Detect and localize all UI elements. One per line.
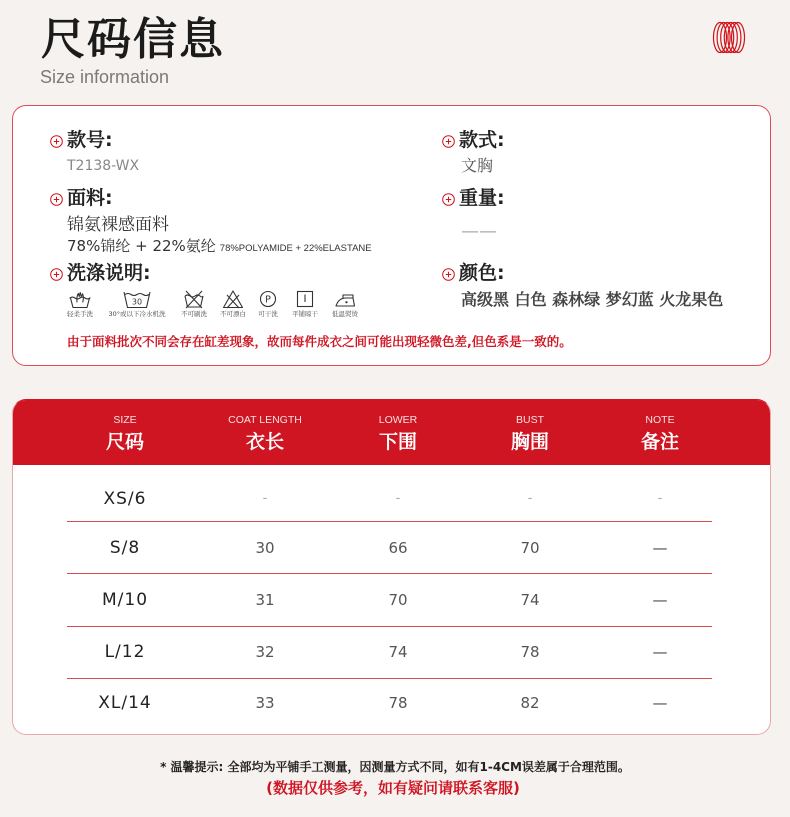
plus-circle-icon [442,191,455,204]
coat-length-cell: 31 [255,591,275,609]
column-header-note: 备注 [640,431,679,453]
lower-cell: - [395,491,401,506]
column-header-bust: 胸围 [510,431,549,453]
column-header-en: LOWER [378,414,418,426]
note-cell: - [657,491,663,506]
table-row [13,640,770,664]
bust-cell: 78 [520,643,540,661]
care-item-label: 平铺晾干 [292,310,318,318]
care-item-label: 30°或以下冷水机洗 [108,310,166,318]
care-item-label: 轻柔手洗 [67,310,93,318]
dry-flat-icon [296,289,314,309]
weight-label: 重量: [459,187,505,209]
column-header-en: NOTE [645,414,675,426]
coat-length-cell: 32 [255,643,275,661]
size-cell: L/12 [104,642,146,662]
column-header-en: BUST [515,414,544,426]
machine-wash-30-icon [122,289,152,309]
row-divider [67,521,712,522]
size-table [12,399,771,735]
care-item-label: 低温熨烫 [332,310,358,318]
color-difference-notice: 由于面料批次不同会存在缸差现象，故而每件成衣之间可能出现轻微色差,但色系是一致的。 [67,334,572,349]
care-item-label: 不可漂白 [220,310,246,318]
plus-circle-icon [50,133,63,146]
do-not-bleach-icon [222,289,244,309]
coat-length-cell: 30 [255,539,275,557]
style-number-value: T2138-WX [67,158,140,174]
iron-low-icon [334,289,356,309]
note-cell: — [652,694,668,712]
care-label: 洗涤说明: [67,262,151,284]
row-divider [67,678,712,679]
style-value: 文胸 [461,156,494,175]
plus-circle-icon [442,266,455,279]
note-cell: — [652,539,668,557]
column-header-coat-length: 衣长 [245,431,284,453]
color-options: 高级黑 白色 森林绿 梦幻蓝 火龙果色 [461,290,724,309]
fabric-composition [67,237,372,258]
plus-circle-icon [50,266,63,279]
care-item-label: 可干洗 [258,310,278,318]
wash-temperature-mark: 30 [131,297,143,307]
column-header-size: 尺码 [105,431,144,453]
plus-circle-icon [50,191,63,204]
bust-cell: - [527,491,533,506]
row-divider [67,573,712,574]
lower-cell: 70 [388,591,408,609]
composition-cn: 78%锦纶 + 22%氨纶 [67,237,216,255]
rings-ornament-icon [712,21,746,54]
size-cell: S/8 [109,538,141,558]
column-header-en: SIZE [113,414,137,426]
lower-cell: 74 [388,643,408,661]
style-label: 款式: [459,129,505,151]
size-cell: XL/14 [98,693,152,713]
fabric-value: 锦氨裸感面料 [67,215,169,235]
product-info-card [12,105,771,366]
size-cell: XS/6 [103,489,147,509]
plus-circle-icon [442,133,455,146]
table-row [13,691,770,715]
lower-cell: 66 [388,539,408,557]
note-cell: — [652,591,668,609]
dry-clean-icon [259,289,277,309]
size-cell: M/10 [101,590,149,610]
table-row [13,588,770,612]
lower-cell: 78 [388,694,408,712]
care-item-label: 不可刷洗 [181,310,207,318]
table-row [13,536,770,560]
measurement-tip: * 温馨提示: 全部均为平铺手工测量，因测量方式不同，如有1-4CM误差属于合理范围。 [160,760,630,774]
coat-length-cell: - [262,491,268,506]
bust-cell: 74 [520,591,540,609]
dry-clean-mark: P [265,294,271,306]
page-subtitle: Size information [40,67,170,87]
reference-disclaimer: (数据仅供参考，如有疑问请联系客服) [266,779,520,797]
composition-en: 78%POLYAMIDE + 22%ELASTANE [219,243,372,254]
do-not-brush-icon [183,289,205,309]
bust-cell: 82 [520,694,540,712]
style-number-label: 款号: [67,129,113,151]
weight-value: —— [461,221,497,242]
row-divider [67,626,712,627]
bust-cell: 70 [520,539,540,557]
color-label: 颜色: [459,262,505,284]
page-title: 尺码信息 [41,14,225,65]
note-cell: — [652,643,668,661]
column-header-lower: 下围 [378,431,417,453]
coat-length-cell: 33 [255,694,275,712]
table-row [13,487,770,511]
column-header-en: COAT LENGTH [228,414,302,426]
fabric-label: 面料: [67,187,113,209]
hand-wash-icon [68,289,92,309]
